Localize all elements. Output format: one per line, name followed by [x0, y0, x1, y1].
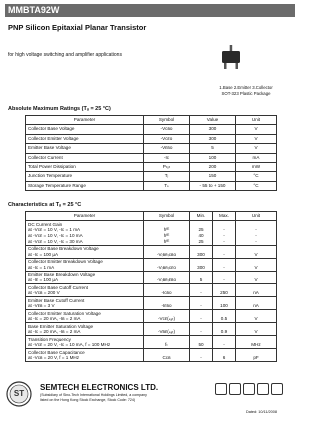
table-cell — [26, 271, 144, 284]
column-header: Min. — [190, 212, 213, 221]
cell-line: 250 — [220, 290, 228, 296]
cell-line: nA — [253, 303, 259, 309]
table-cell — [190, 323, 213, 336]
company-name: SEMTECH ELECTRONICS LTD. — [40, 383, 159, 392]
cell-line: nA — [253, 290, 259, 296]
company-note — [40, 393, 190, 402]
table-row — [26, 245, 277, 258]
table-cell — [236, 271, 277, 284]
table-row — [26, 336, 277, 349]
table-cell: Tⱼ — [144, 172, 190, 181]
table-cell — [144, 284, 190, 297]
table-row — [26, 349, 277, 362]
table-cell — [190, 297, 213, 310]
cell-line: at -Vᴄᴇ = 10 V, -Iᴄ = 10 mA — [28, 232, 83, 238]
table-cell — [190, 336, 213, 349]
table-cell: 5 — [190, 144, 236, 153]
cell-line: 25 — [198, 227, 204, 233]
dated-text: Dated: 10/11/2008 — [246, 410, 277, 414]
cell-line: 0.9 — [220, 329, 228, 335]
cell-line: at -Vᴄᴇ = 10 V, -Iᴄ = 30 mA — [28, 238, 83, 244]
table-cell — [144, 297, 190, 310]
table-cell — [213, 336, 236, 349]
cell-line: hᶠᴱ — [163, 238, 170, 244]
cell-line: Emitter Base Cutoff Current — [28, 297, 85, 303]
cell-line: at -Iᴄ = 20 mA, -Iʙ = 2 mA — [28, 329, 81, 335]
cell-line: - — [255, 227, 257, 233]
table-cell — [213, 221, 236, 245]
table-cell: 300 — [190, 125, 236, 134]
column-header: Value — [190, 116, 236, 125]
cell-line: 300 — [197, 251, 205, 257]
cell-line: at -Vᴄʙ = 200 V — [28, 290, 60, 296]
table-cell: Collector Emitter Voltage — [26, 134, 144, 143]
table-cell — [213, 297, 236, 310]
cell-line: V — [254, 251, 258, 257]
table-cell — [26, 336, 144, 349]
table-cell — [236, 310, 277, 323]
table-cell — [213, 349, 236, 362]
column-header: Symbol — [144, 212, 190, 221]
cell-line: - — [200, 355, 202, 361]
table-cell: -Vᴇʙᴏ — [144, 144, 190, 153]
company-note-line1: (Subsidiary of Sino-Tech International Holdings Limited, a company — [40, 393, 147, 397]
table-row — [26, 323, 277, 336]
table-header-row — [26, 212, 277, 221]
cell-line: 40 — [198, 232, 204, 238]
cell-line: Collector Emitter Saturation Voltage — [28, 310, 101, 316]
cell-line: - — [223, 227, 225, 233]
cell-line: - — [200, 329, 202, 335]
certification-badge-icon — [271, 383, 283, 395]
table-cell — [26, 245, 144, 258]
table-row — [26, 258, 277, 271]
cell-line: at -Vᴇʙ = 3 V — [28, 303, 55, 309]
abs-max-table — [25, 115, 277, 191]
table-row — [26, 163, 277, 172]
table-cell: °C — [236, 181, 277, 190]
table-row — [26, 181, 277, 190]
cell-line: - — [223, 238, 225, 244]
table-cell: - 55 to + 150 — [190, 181, 236, 190]
cell-line: Collector Base Capacitance — [28, 349, 85, 355]
table-cell — [236, 323, 277, 336]
table-cell — [236, 336, 277, 349]
cell-line: Collector Emitter Breakdown Voltage — [28, 258, 103, 264]
cell-line: at -Iᴄ = 1 mA — [28, 264, 55, 270]
table-cell: °C — [236, 172, 277, 181]
cell-line: - — [223, 277, 225, 283]
column-header: Parameter — [26, 116, 144, 125]
table-cell: V — [236, 125, 277, 134]
table-row — [26, 172, 277, 181]
cell-line: at -Iᴄ = 100 µA — [28, 251, 59, 257]
table-cell — [144, 323, 190, 336]
cell-line: Collector Base Breakdown Voltage — [28, 245, 99, 251]
table-cell — [144, 310, 190, 323]
pin-description: 1.Base 2.Emitter 3.Collector — [219, 85, 273, 90]
logo-lettering: ST — [13, 389, 25, 398]
table-cell: Pₜₒₜ — [144, 163, 190, 172]
cell-line: -V₍ʙʀ₎ᴄʙᴏ — [156, 251, 177, 257]
cell-line: - — [255, 238, 257, 244]
cell-line: -Iᴇʙᴏ — [161, 303, 172, 309]
table-cell — [26, 310, 144, 323]
cell-line: V — [254, 329, 258, 335]
table-cell — [236, 349, 277, 362]
table-cell — [144, 271, 190, 284]
table-cell — [144, 221, 190, 245]
cell-line: 25 — [198, 238, 204, 244]
table-cell — [190, 349, 213, 362]
table-cell: 150 — [190, 172, 236, 181]
table-row — [26, 284, 277, 297]
characteristics-title: Characteristics at Tₐ = 25 °C — [8, 202, 82, 208]
table-cell: Collector Base Voltage — [26, 125, 144, 134]
table-cell — [26, 297, 144, 310]
product-description: for high voltage switching and amplifier applications — [8, 52, 122, 58]
cell-line: - — [200, 303, 202, 309]
table-row — [26, 297, 277, 310]
cell-line: V — [254, 277, 258, 283]
table-cell — [213, 271, 236, 284]
cell-line: Cᴄʙ — [162, 355, 171, 361]
cell-line: V — [254, 264, 258, 270]
cell-line: hᶠᴱ — [163, 232, 170, 238]
table-cell — [190, 271, 213, 284]
cell-line: 100 — [220, 303, 228, 309]
cell-line: - — [223, 264, 225, 270]
table-cell — [236, 245, 277, 258]
table-cell — [190, 221, 213, 245]
table-cell — [144, 258, 190, 271]
abs-max-title: Absolute Maximum Ratings (Tₐ = 25 °C) — [8, 106, 111, 112]
table-cell — [190, 284, 213, 297]
table-cell: Emitter Base Voltage — [26, 144, 144, 153]
column-header: Unit — [236, 212, 277, 221]
cell-line: 300 — [197, 264, 205, 270]
table-cell — [236, 297, 277, 310]
table-row — [26, 221, 277, 245]
cell-line: - — [200, 290, 202, 296]
table-cell — [26, 349, 144, 362]
part-number-header: MMBTA92W — [5, 4, 295, 17]
table-cell: 200 — [190, 163, 236, 172]
cell-line: -Vᴄᴇ(ₛₐₜ) — [158, 316, 175, 322]
table-row — [26, 144, 277, 153]
table-cell — [26, 221, 144, 245]
table-row — [26, 153, 277, 162]
table-cell — [213, 284, 236, 297]
table-cell — [213, 258, 236, 271]
table-row — [26, 134, 277, 143]
table-cell — [144, 245, 190, 258]
certification-badge-icon — [229, 383, 241, 395]
table-cell — [236, 221, 277, 245]
table-row — [26, 310, 277, 323]
cell-line: 6 — [222, 355, 226, 361]
cell-line: at -Vᴄʙ = 20 V, f = 1 MHz — [28, 355, 80, 361]
table-cell: Tₛ — [144, 181, 190, 190]
cell-line: Base Emitter Saturation Voltage — [28, 323, 94, 329]
cell-line: Emitter Base Breakdown Voltage — [28, 271, 96, 277]
table-cell: V — [236, 134, 277, 143]
sot323-package-icon — [218, 44, 244, 72]
table-cell: Junction Temperature — [26, 172, 144, 181]
company-note-line2: listed on the Hong Kong Stock Exchange, Stock Code: 724) — [40, 397, 136, 402]
cell-line: - — [223, 342, 225, 348]
table-cell: Collector Current — [26, 153, 144, 162]
product-subtitle: PNP Silicon Epitaxial Planar Transistor — [8, 23, 147, 32]
table-cell: 100 — [190, 153, 236, 162]
table-row — [26, 125, 277, 134]
table-cell: mA — [236, 153, 277, 162]
table-cell — [144, 349, 190, 362]
cell-line: at -Iᴄ = 20 mA, -Iʙ = 2 mA — [28, 316, 81, 322]
cell-line: - — [223, 232, 225, 238]
table-cell: -Vᴄʙᴏ — [144, 125, 190, 134]
cell-line: at -Iᴇ = 100 µA — [28, 277, 59, 283]
cell-line: V — [254, 316, 258, 322]
table-cell: Total Power Dissipation — [26, 163, 144, 172]
cell-line: -Iᴄʙᴏ — [161, 290, 172, 296]
certification-badges — [215, 383, 283, 395]
table-cell: -Iᴄ — [144, 153, 190, 162]
table-cell — [190, 245, 213, 258]
cell-line: -V₍ʙʀ₎ᴇʙᴏ — [156, 277, 177, 283]
cell-line: -V₍ʙʀ₎ᴄᴇᴏ — [157, 264, 176, 270]
cell-line: at -Vᴄᴇ = 20 V, -Iᴄ = 10 mA, f = 100 MHz — [28, 342, 111, 348]
cell-line: -Vʙᴇ(ₛₐₜ) — [157, 329, 176, 335]
table-cell: mW — [236, 163, 277, 172]
company-logo — [6, 381, 32, 407]
package-name: SOT-323 Plastic Package — [221, 91, 271, 96]
table-header-row — [26, 116, 277, 125]
cell-line: fₜ — [165, 342, 168, 348]
table-cell — [190, 310, 213, 323]
table-cell: V — [236, 144, 277, 153]
column-header: Unit — [236, 116, 277, 125]
column-header: Parameter — [26, 212, 144, 221]
table-cell: -Vᴄᴇᴏ — [144, 134, 190, 143]
table-cell — [26, 284, 144, 297]
cell-line: 50 — [198, 342, 204, 348]
table-cell — [26, 323, 144, 336]
cell-line: Collector Base Cutoff Current — [28, 284, 88, 290]
cell-line: - — [255, 232, 257, 238]
column-header: Symbol — [144, 116, 190, 125]
cell-line: DC Current Gain — [28, 221, 63, 227]
column-header: Max. — [213, 212, 236, 221]
table-cell — [236, 258, 277, 271]
certification-badge-icon — [215, 383, 227, 395]
table-cell — [144, 336, 190, 349]
characteristics-table — [25, 211, 277, 362]
table-cell: 300 — [190, 134, 236, 143]
table-cell: Storage Temperature Range — [26, 181, 144, 190]
cell-line: pF — [253, 355, 259, 361]
table-cell — [213, 310, 236, 323]
table-cell — [213, 245, 236, 258]
cell-line: hᶠᴱ — [163, 227, 170, 233]
package-caption — [196, 85, 296, 97]
cell-line: 0.5 — [220, 316, 228, 322]
cell-line: 5 — [199, 277, 203, 283]
table-cell — [26, 258, 144, 271]
table-cell — [236, 284, 277, 297]
cell-line: - — [200, 316, 202, 322]
table-cell — [190, 258, 213, 271]
cell-line: - — [223, 251, 225, 257]
cell-line: at -Vᴄᴇ = 10 V, -Iᴄ = 1 mA — [28, 227, 81, 233]
cell-line: MHz — [251, 342, 261, 348]
cell-line: Transition Frequency — [28, 336, 71, 342]
table-cell — [213, 323, 236, 336]
certification-badge-icon — [257, 383, 269, 395]
table-row — [26, 271, 277, 284]
certification-badge-icon — [243, 383, 255, 395]
